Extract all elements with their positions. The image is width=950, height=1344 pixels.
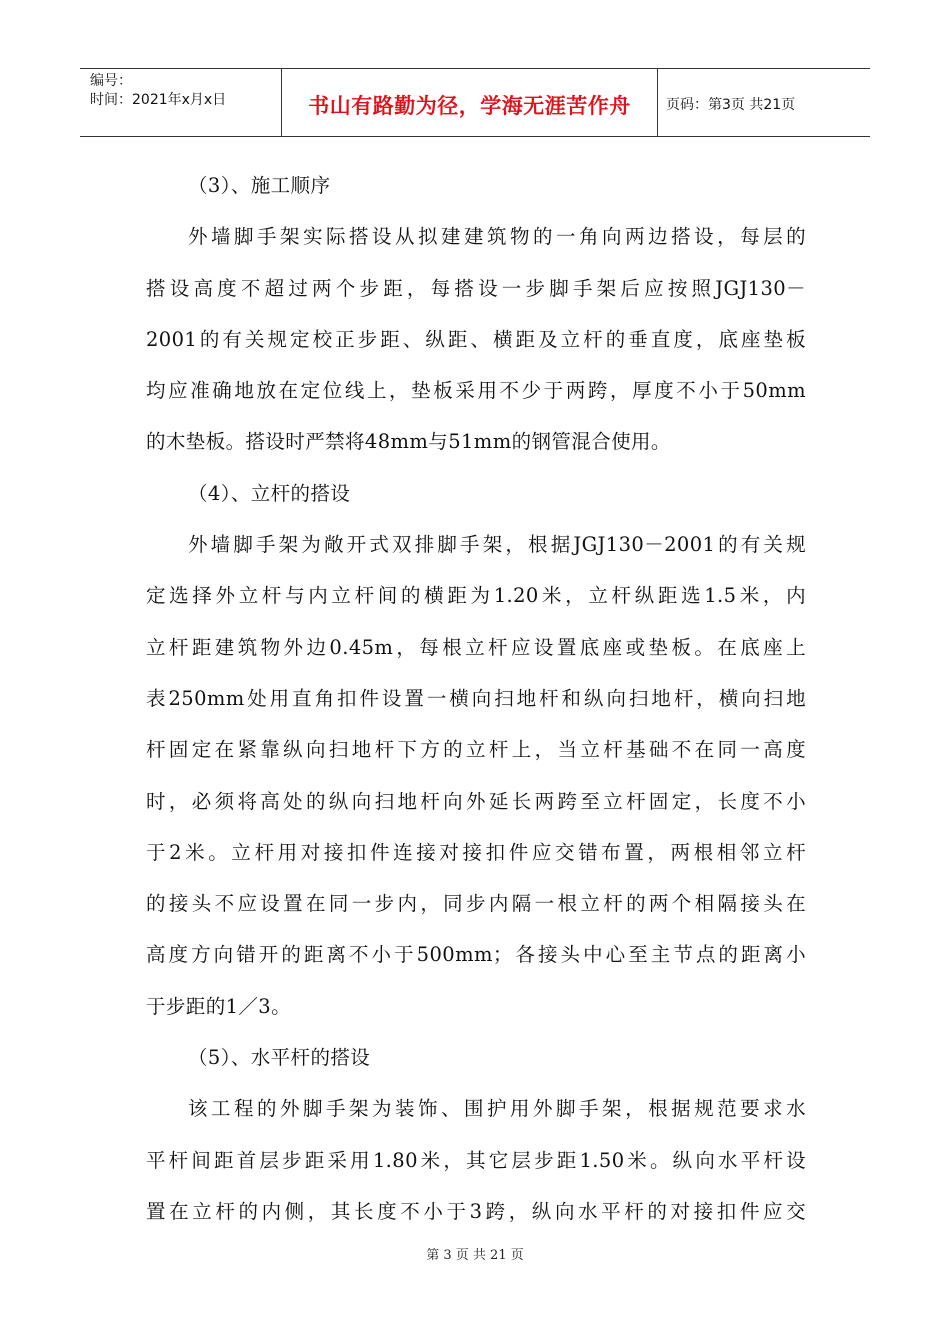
paragraph-line: 杆固定在紧靠纵向扫地杆下方的立杆上，当立杆基础不在同一高度 (146, 738, 806, 762)
page-footer: 第 3 页 共 21 页 (426, 1248, 524, 1263)
page-header (80, 68, 870, 137)
header-page-indicator: 页码：第3页 共21页 (666, 96, 796, 113)
paragraph-line: 置在立杆的内侧，其长度不小于3跨，纵向水平杆的对接扣件应交 (146, 1199, 806, 1223)
paragraph-line: 均应准确地放在定位线上，垫板采用不少于两跨，厚度不小于50mm (146, 379, 806, 403)
paragraph-line: 立杆距建筑物外边0.45m，每根立杆应设置底座或垫板。在底座上 (146, 635, 806, 659)
paragraph-line: 2001的有关规定校正步距、纵距、横距及立杆的垂直度，底座垫板 (146, 327, 806, 351)
paragraph-line: 搭设高度不超过两个步距，每搭设一步脚手架后应按照JGJ130－ (146, 276, 806, 300)
paragraph-line: 平杆间距首层步距采用1.80米，其它层步距1.50米。纵向水平杆设 (146, 1148, 806, 1172)
document-body (146, 160, 806, 1237)
header-motto: 书山有路勤为径，学海无涯苦作舟 (282, 69, 658, 136)
paragraph-line: 表250mm处用直角扣件设置一横向扫地杆和纵向扫地杆，横向扫地 (146, 686, 806, 710)
paragraph-line: 该工程的外脚手架为装饰、围护用外脚手架，根据规范要求水 (188, 1097, 806, 1121)
paragraph-line: 高度方向错开的距离不小于500mm；各接头中心至主节点的距离小 (146, 943, 806, 967)
paragraph-line: 定选择外立杆与内立杆间的横距为1.20米，立杆纵距选1.5米，内 (146, 584, 806, 608)
section-heading: （4）、立杆的搭设 (188, 481, 351, 505)
section-heading: （5）、水平杆的搭设 (188, 1046, 371, 1070)
paragraph-line: 的接头不应设置在同一步内，同步内隔一根立杆的两个相隔接头在 (146, 892, 806, 916)
document-date-label: 时间：2021年x月x日 (90, 92, 227, 108)
section-heading: （3）、施工顺序 (188, 174, 331, 197)
paragraph-line: 于步距的1／3。 (146, 994, 292, 1018)
paragraph-line: 外墙脚手架实际搭设从拟建建筑物的一角向两边搭设，每层的 (188, 225, 806, 249)
paragraph-line: 时，必须将高处的纵向扫地杆向外延长两跨至立杆固定，长度不小 (146, 789, 806, 813)
document-number-label: 编号： (90, 73, 132, 89)
paragraph-line: 于2米。立杆用对接扣件连接对接扣件应交错布置，两根相邻立杆 (146, 840, 806, 864)
paragraph-line: 的木垫板。搭设时严禁将48mm与51mm的钢管混合使用。 (146, 430, 671, 454)
paragraph-line: 外墙脚手架为敞开式双排脚手架，根据JGJ130－2001的有关规 (188, 533, 806, 557)
header-meta (80, 69, 282, 136)
